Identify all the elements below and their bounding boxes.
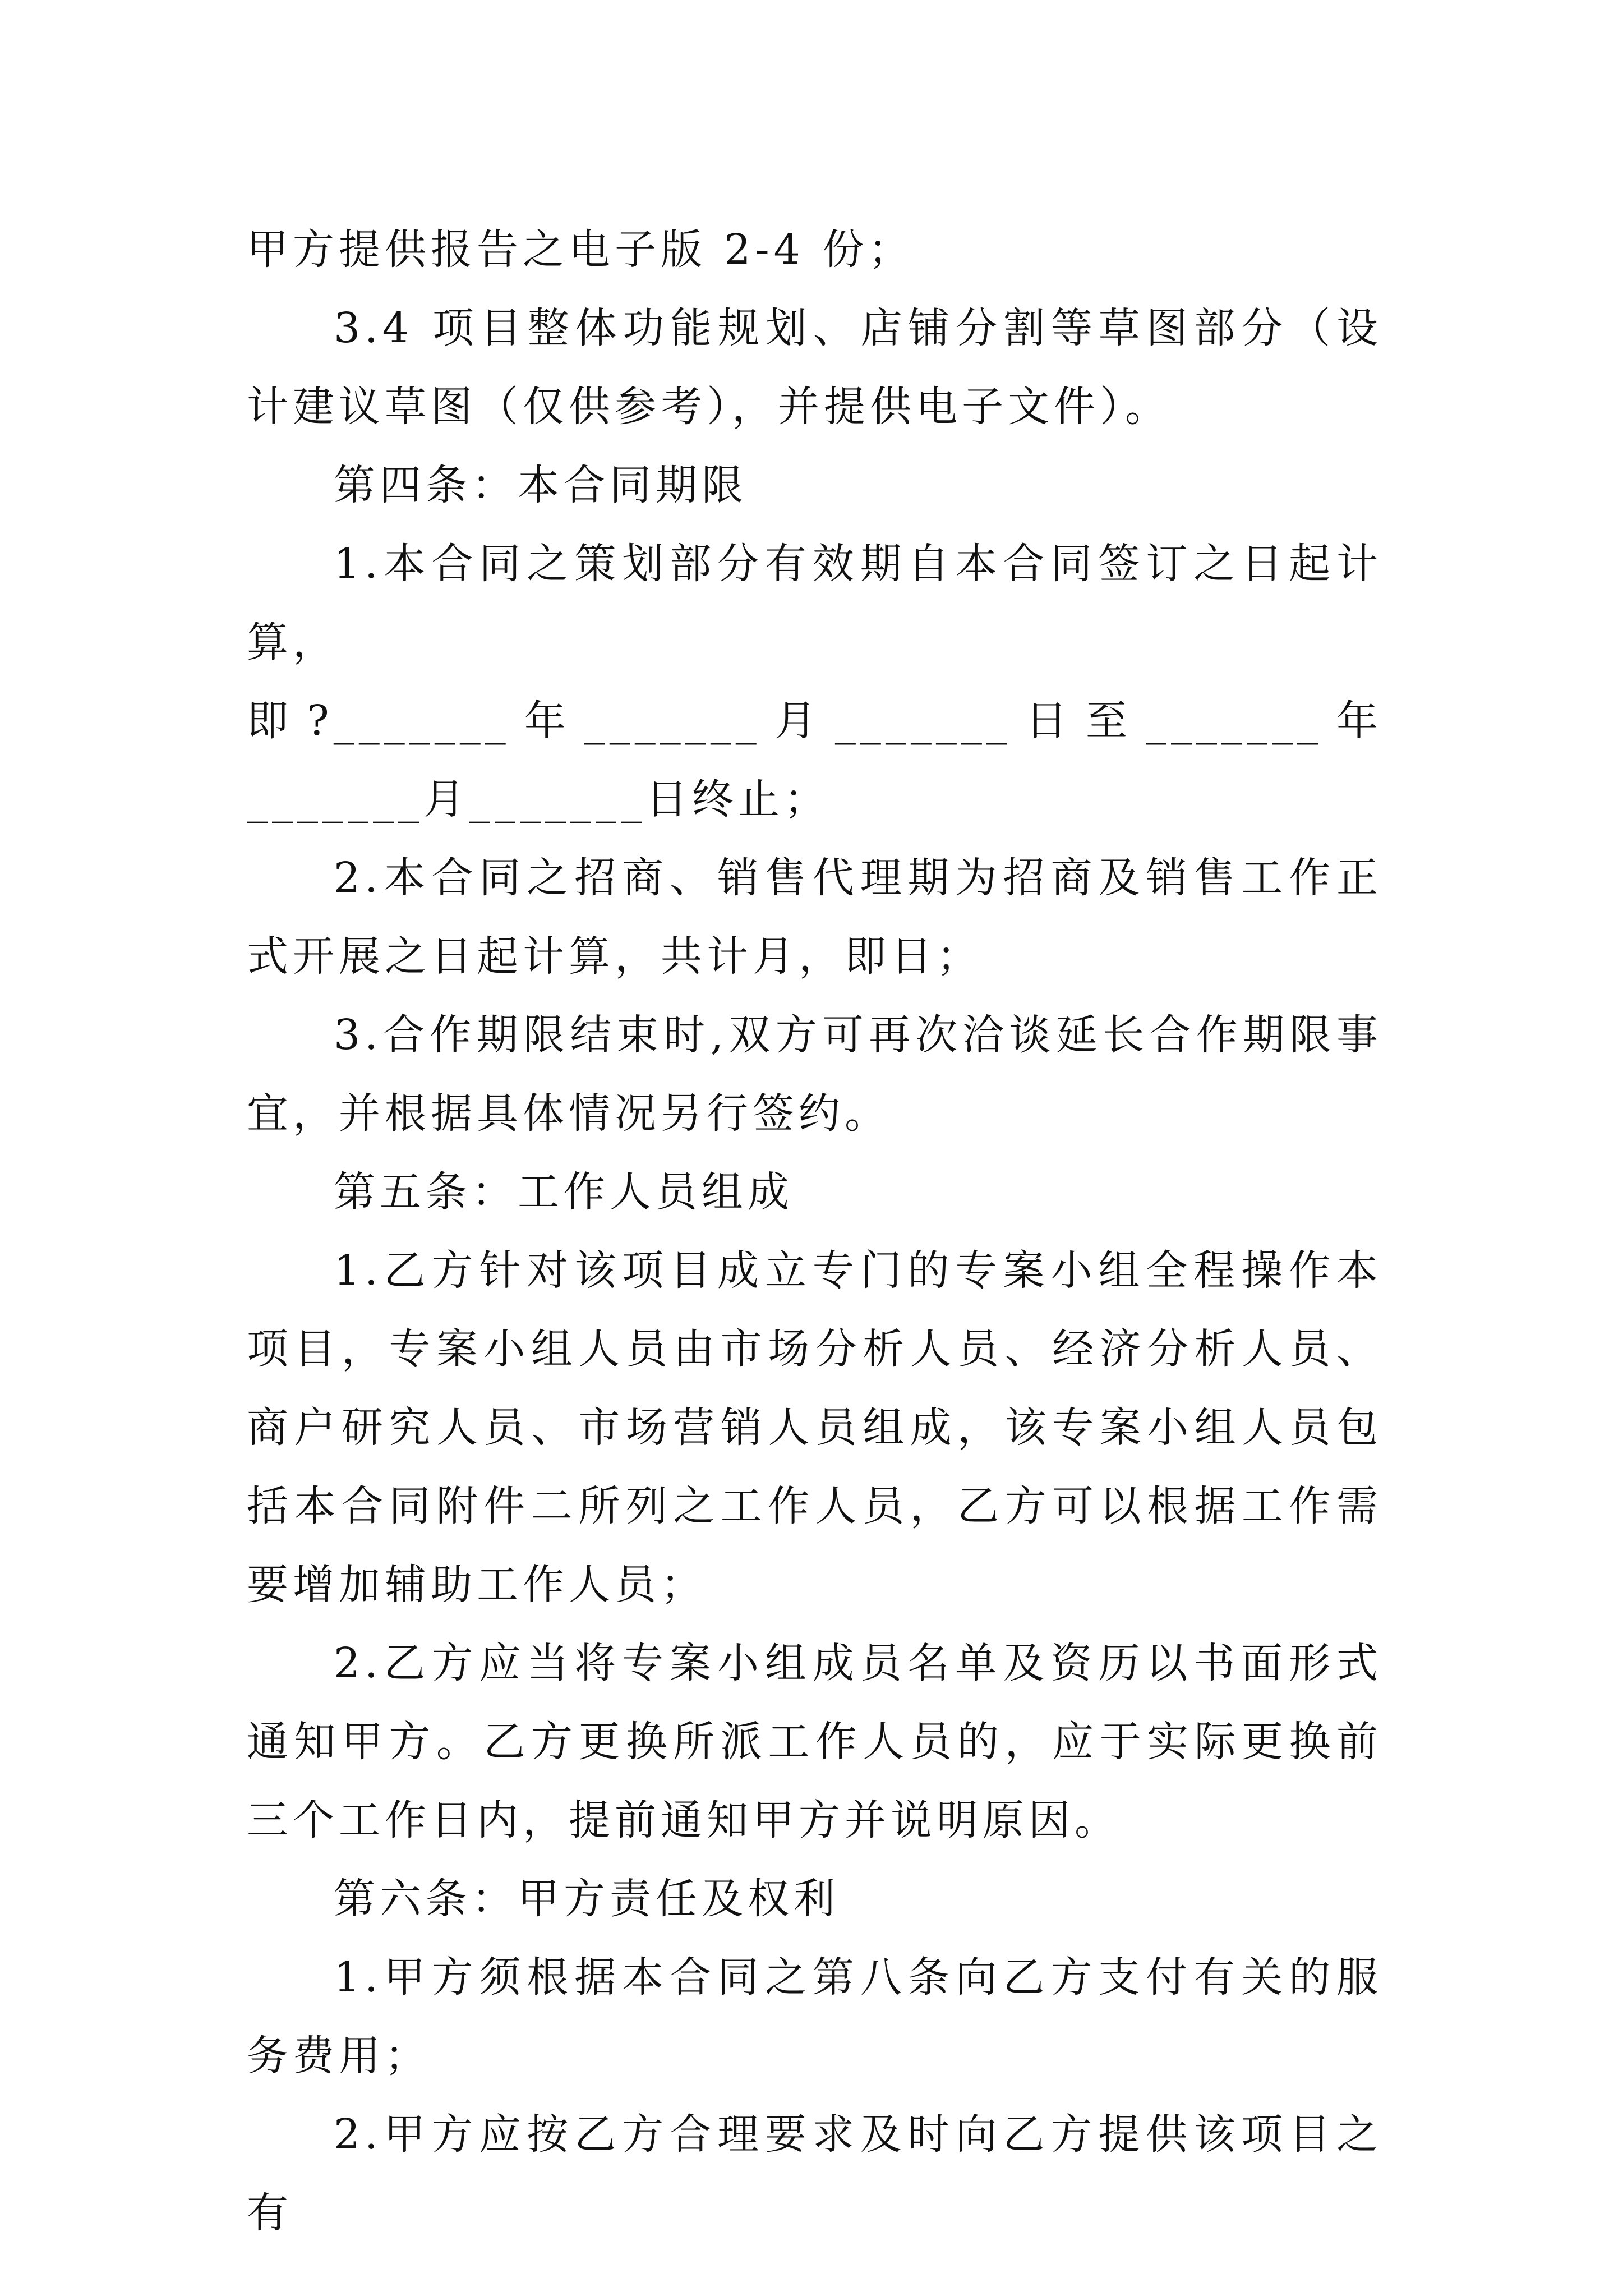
paragraph: 2.乙方应当将专案小组成员名单及资历以书面形式通知甲方。乙方更换所派工作人员的，应于实际更换前三个工作日内，提前通知甲方并说明原因。: [247, 1639, 1382, 1844]
section-heading: 第六条：甲方责任及权利: [334, 1875, 840, 1923]
section-heading: 第四条：本合同期限: [334, 461, 748, 509]
paragraph: 1.乙方针对该项目成立专门的专案小组全程操作本项目，专案小组人员由市场分析人员、经济分析人员、商户研究人员、市场营销人员组成，该专案小组人员包括本合同附件二所列之工作人员，乙方可以根据工作需要增加辅助工作人员；: [247, 1246, 1382, 1609]
paragraph: 甲方提供报告之电子版 2-4 份；: [247, 226, 915, 274]
paragraph: 2.甲方应按乙方合理要求及时向乙方提供该项目之有: [247, 2110, 1382, 2237]
paragraph: 1.本合同之策划部分有效期自本合同签订之日起计算，: [247, 540, 1382, 666]
paragraph: 1.甲方须根据本合同之第八条向乙方支付有关的服务费用；: [247, 1953, 1382, 2080]
date-range-line: 即?_______年_______月_______日至_______年_______月_______日终止；: [247, 697, 1382, 823]
paragraph: 3.合作期限结束时,双方可再次洽谈延长合作期限事宜，并根据具体情况另行签约。: [247, 1011, 1382, 1138]
section-heading: 第五条：工作人员组成: [334, 1168, 794, 1216]
document-body: [247, 210, 1382, 2252]
paragraph: 2.本合同之招商、销售代理期为招商及销售工作正式开展之日起计算，共计月，即日；: [247, 854, 1382, 981]
paragraph: 3.4 项目整体功能规划、店铺分割等草图部分（设计建议草图（仅供参考），并提供电子文件）。: [247, 304, 1382, 431]
